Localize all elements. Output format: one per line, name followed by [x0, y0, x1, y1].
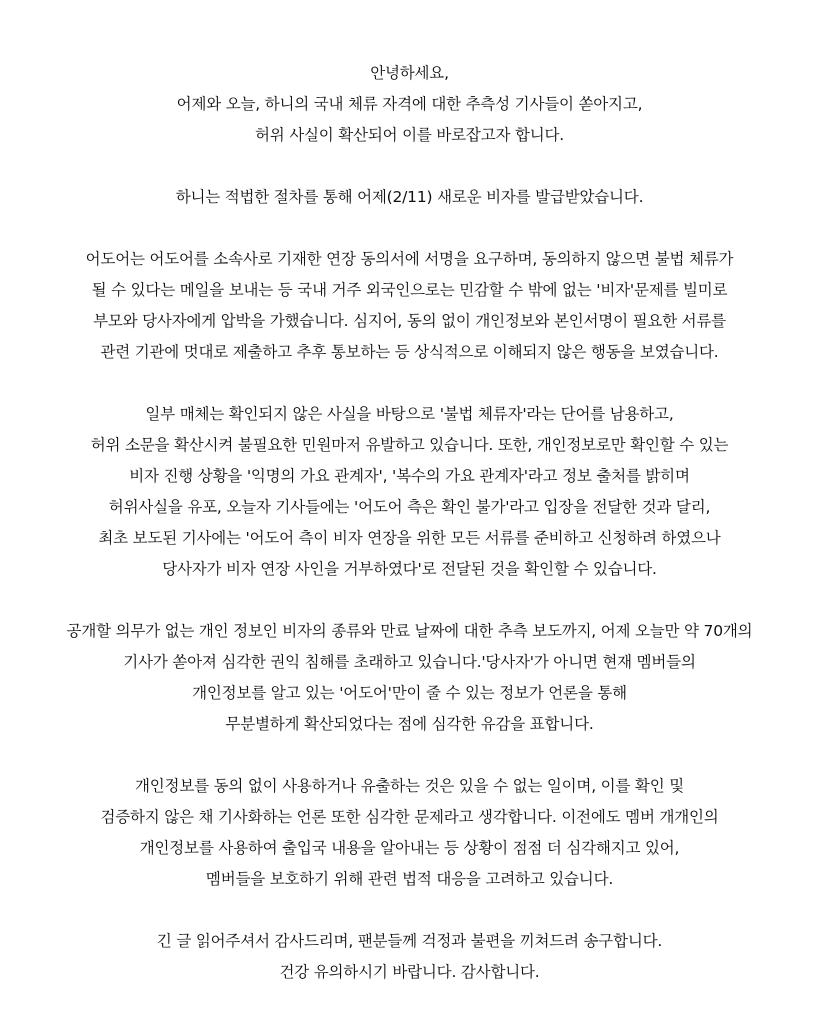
paragraph-closing: [0, 926, 819, 988]
text-line: 당사자가 비자 연장 사인을 거부하였다'로 전달된 것을 확인할 수 있습니다.: [162, 560, 657, 578]
paragraph-greeting: [0, 58, 819, 151]
text-line: 관련 기관에 멋대로 제출하고 추후 통보하는 등 상식적으로 이해되지 않은 행동을 보였습니다.: [100, 343, 719, 361]
paragraph-agency-pressure: [0, 244, 819, 368]
text-line: 기사가 쏟아져 심각한 권익 침해를 초래하고 있습니다.'당사자'가 아니면 현재 멤버들의: [123, 653, 696, 671]
text-line: 개인정보를 동의 없이 사용하거나 유출하는 것은 있을 수 없는 일이며, 이를 확인 및: [135, 777, 684, 795]
text-line: 일부 매체는 확인되지 않은 사실을 바탕으로 '불법 체류자'라는 단어를 남용하고,: [145, 405, 674, 423]
text-line: 무분별하게 확산되었다는 점에 심각한 유감을 표합니다.: [225, 715, 594, 733]
paragraph-visa-issued: [0, 182, 819, 213]
text-line: 부모와 당사자에게 압박을 가했습니다. 심지어, 동의 없이 개인정보와 본인서명이 필요한 서류를: [93, 312, 726, 330]
text-line: 공개할 의무가 없는 개인 정보인 비자의 종류와 만료 날짜에 대한 추측 보도까지, 어제 오늘만 약 70개의: [66, 622, 753, 640]
paragraph-media-misuse: [0, 399, 819, 585]
text-line: 안녕하세요,: [370, 64, 449, 82]
text-line: 어제와 오늘, 하니의 국내 체류 자격에 대한 추측성 기사들이 쏟아지고,: [176, 95, 643, 113]
text-line: 비자 진행 상황을 '익명의 가요 관계자', '복수의 가요 관계자'라고 정보 출처를 밝히며: [129, 467, 690, 485]
text-line: 건강 유의하시기 바랍니다. 감사합니다.: [279, 963, 540, 981]
text-line: 최초 보도된 기사에는 '어도어 측이 비자 연장을 위한 모든 서류를 준비하고 신청하려 하였으나: [98, 529, 721, 547]
text-line: 허위사실을 유포, 오늘자 기사들에는 '어도어 측은 확인 불가'라고 입장을 전달한 것과 달리,: [108, 498, 711, 516]
text-line: 개인정보를 알고 있는 '어도어'만이 줄 수 있는 정보가 언론을 통해: [192, 684, 627, 702]
text-line: 긴 글 읽어주셔서 감사드리며, 팬분들께 걱정과 불편을 끼쳐드려 송구합니다.: [156, 932, 663, 950]
paragraph-legal-action: [0, 771, 819, 895]
text-line: 개인정보를 사용하여 출입국 내용을 알아내는 등 상황이 점점 더 심각해지고 있어,: [139, 839, 680, 857]
text-line: 허위 사실이 확산되어 이를 바로잡고자 합니다.: [254, 126, 565, 144]
text-line: 될 수 있다는 메일을 보내는 등 국내 거주 외국인으로는 민감할 수 밖에 없는 '비자'문제를 빌미로: [91, 281, 728, 299]
text-line: 하니는 적법한 절차를 통해 어제(2/11) 새로운 비자를 발급받았습니다.: [175, 188, 644, 206]
text-line: 허위 소문을 확산시켜 불필요한 민원마저 유발하고 있습니다. 또한, 개인정보로만 확인할 수 있는: [90, 436, 729, 454]
statement-document: [0, 58, 819, 1019]
text-line: 검증하지 않은 채 기사화하는 언론 또한 심각한 문제라고 생각합니다. 이전에도 멤버 개개인의: [100, 808, 719, 826]
text-line: 멤버들을 보호하기 위해 관련 법적 대응을 고려하고 있습니다.: [205, 870, 614, 888]
paragraph-privacy-infringement: [0, 616, 819, 740]
text-line: 어도어는 어도어를 소속사로 기재한 연장 동의서에 서명을 요구하며, 동의하지 않으면 불법 체류가: [85, 250, 734, 268]
